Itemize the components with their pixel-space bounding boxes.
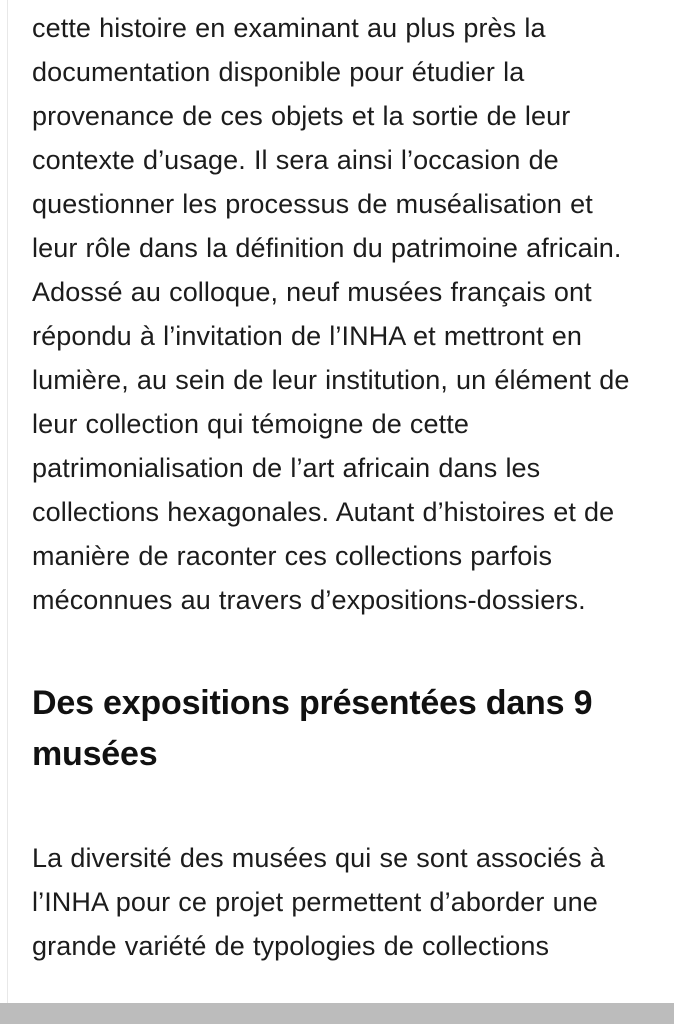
spacer-after-heading: [32, 780, 642, 836]
paragraph-diversite: La diversité des musées qui se sont associés à l’INHA pour ce projet permettent d’aborder une grande variété de typologies de collections: [32, 843, 605, 961]
clipped-previous-line: [32, 0, 592, 5]
spacer-before-heading: [32, 622, 642, 678]
article-content: [32, 6, 642, 968]
section-heading-expositions: Des expositions présentées dans 9 musées: [32, 684, 593, 773]
left-gutter: [0, 0, 8, 1024]
bottom-system-band: [0, 1003, 674, 1024]
paragraph-provenance: cette histoire en examinant au plus près la documentation disponible pour étudier la provenance de ces objets et la sortie de leur contexte d’usage. Il sera ainsi l’occasion de questionner les processus de muséalisation et leur rôle dans la définition du patrimoine africain. Adossé au colloque, neuf musées français ont répondu à l’invitation de l’INHA et mettront en lumière, au sein de leur institution, un élément de leur collection qui témoigne de cette patrimonialisation de l’art africain dans les collections hexagonales. Autant d’histoires et de manière de raconter ces collections parfois méconnues au travers d’expositions-dossiers.: [32, 13, 630, 615]
bottom-system-band-inner: [0, 1003, 674, 1024]
